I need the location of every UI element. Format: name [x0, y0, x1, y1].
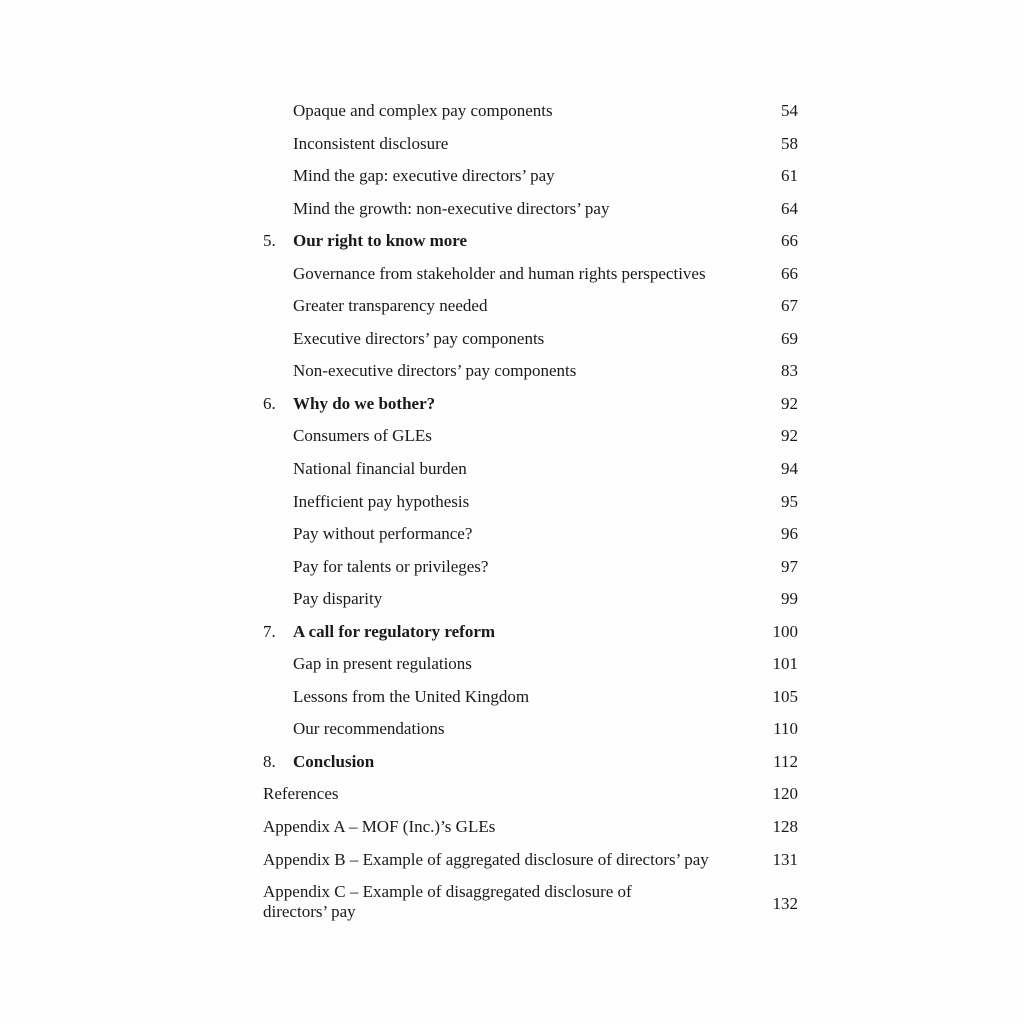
- entry-title: Consumers of GLEs: [293, 426, 432, 446]
- toc-entry: [263, 648, 798, 681]
- chapter-number: 8.: [263, 751, 276, 771]
- entry-title: A call for regulatory reform: [293, 621, 496, 641]
- toc-entry: [263, 583, 798, 616]
- chapter-number: 6.: [263, 393, 276, 413]
- page-number: 67: [781, 296, 798, 316]
- toc-entry: [263, 453, 798, 486]
- toc-entry: [263, 355, 798, 388]
- page-number: 96: [781, 524, 798, 544]
- chapter-number: 5.: [263, 231, 276, 251]
- entry-title: Inconsistent disclosure: [293, 133, 449, 153]
- toc-entry: [263, 551, 798, 584]
- toc-entry: [263, 290, 798, 323]
- entry-title: Mind the gap: executive directors’ pay: [293, 166, 555, 186]
- page-number: 92: [781, 393, 798, 413]
- entry-title: Conclusion: [293, 751, 375, 771]
- page-number: 99: [781, 589, 798, 609]
- toc-entry: [263, 811, 798, 844]
- toc-entry: [263, 193, 798, 226]
- page-number: 92: [781, 426, 798, 446]
- page-number: 110: [773, 719, 798, 739]
- page-number: 54: [781, 101, 798, 120]
- page-number: 105: [772, 686, 798, 706]
- entry-title: Opaque and complex pay components: [293, 101, 553, 120]
- page-number: 95: [781, 491, 798, 511]
- entry-title: References: [263, 784, 339, 804]
- entry-title: Mind the growth: non-executive directors’ pay: [293, 198, 610, 218]
- toc-entry: [263, 518, 798, 551]
- entry-title: National financial burden: [293, 459, 467, 479]
- chapter-number: 7.: [263, 621, 276, 641]
- toc-entry: [263, 486, 798, 519]
- page-number: 64: [781, 198, 798, 218]
- page-number: 83: [781, 361, 798, 381]
- page-number: 66: [781, 231, 798, 251]
- page-number: 132: [772, 894, 798, 914]
- entry-title: Pay disparity: [293, 589, 383, 609]
- toc-entry: [263, 258, 798, 291]
- entry-title: Executive directors’ pay components: [293, 328, 545, 348]
- entry-title: Lessons from the United Kingdom: [293, 686, 530, 706]
- entry-title: Greater transparency needed: [293, 296, 488, 316]
- page-number: 120: [772, 784, 798, 804]
- entry-title: Appendix B – Example of aggregated disclosure of directors’ pay: [263, 849, 709, 869]
- page-number: 66: [781, 263, 798, 283]
- toc-entry: [263, 713, 798, 746]
- page-number: 61: [781, 166, 798, 186]
- entry-title: Non-executive directors’ pay components: [293, 361, 577, 381]
- page-number: 131: [772, 849, 798, 869]
- page-number: 58: [781, 133, 798, 153]
- entry-title: Pay for talents or privileges?: [293, 556, 489, 576]
- page-number: 100: [772, 621, 798, 641]
- toc-chapter-entry: [263, 616, 798, 649]
- page-number: 97: [781, 556, 798, 576]
- toc-entry: [263, 876, 798, 936]
- page-number: 112: [773, 751, 798, 771]
- entry-title: Our recommendations: [293, 719, 445, 739]
- toc-chapter-entry: [263, 388, 798, 421]
- table-of-contents: [263, 95, 798, 936]
- entry-title: Governance from stakeholder and human rights perspectives: [293, 263, 706, 283]
- entry-title: Inefficient pay hypothesis: [293, 491, 470, 511]
- entry-title: Appendix C – Example of disaggregated disclosure of directors’ pay: [263, 882, 632, 922]
- toc-chapter-entry: [263, 225, 798, 258]
- toc-entry: [263, 128, 798, 161]
- entry-title: Appendix A – MOF (Inc.)’s GLEs: [263, 817, 496, 837]
- toc-entry: [263, 95, 798, 128]
- entry-title: Our right to know more: [293, 231, 468, 251]
- toc-entry: [263, 681, 798, 714]
- page-number: 69: [781, 328, 798, 348]
- entry-title: Why do we bother?: [293, 393, 436, 413]
- toc-chapter-entry: [263, 746, 798, 779]
- entry-title: Gap in present regulations: [293, 654, 472, 674]
- page-number: 101: [772, 654, 798, 674]
- toc-entry: [263, 323, 798, 356]
- toc-entry: [263, 160, 798, 193]
- entry-title: Pay without performance?: [293, 524, 473, 544]
- toc-entry: [263, 420, 798, 453]
- page-number: 128: [772, 817, 798, 837]
- page-number: 94: [781, 459, 798, 479]
- toc-entry: [263, 844, 798, 877]
- toc-entry: [263, 778, 798, 811]
